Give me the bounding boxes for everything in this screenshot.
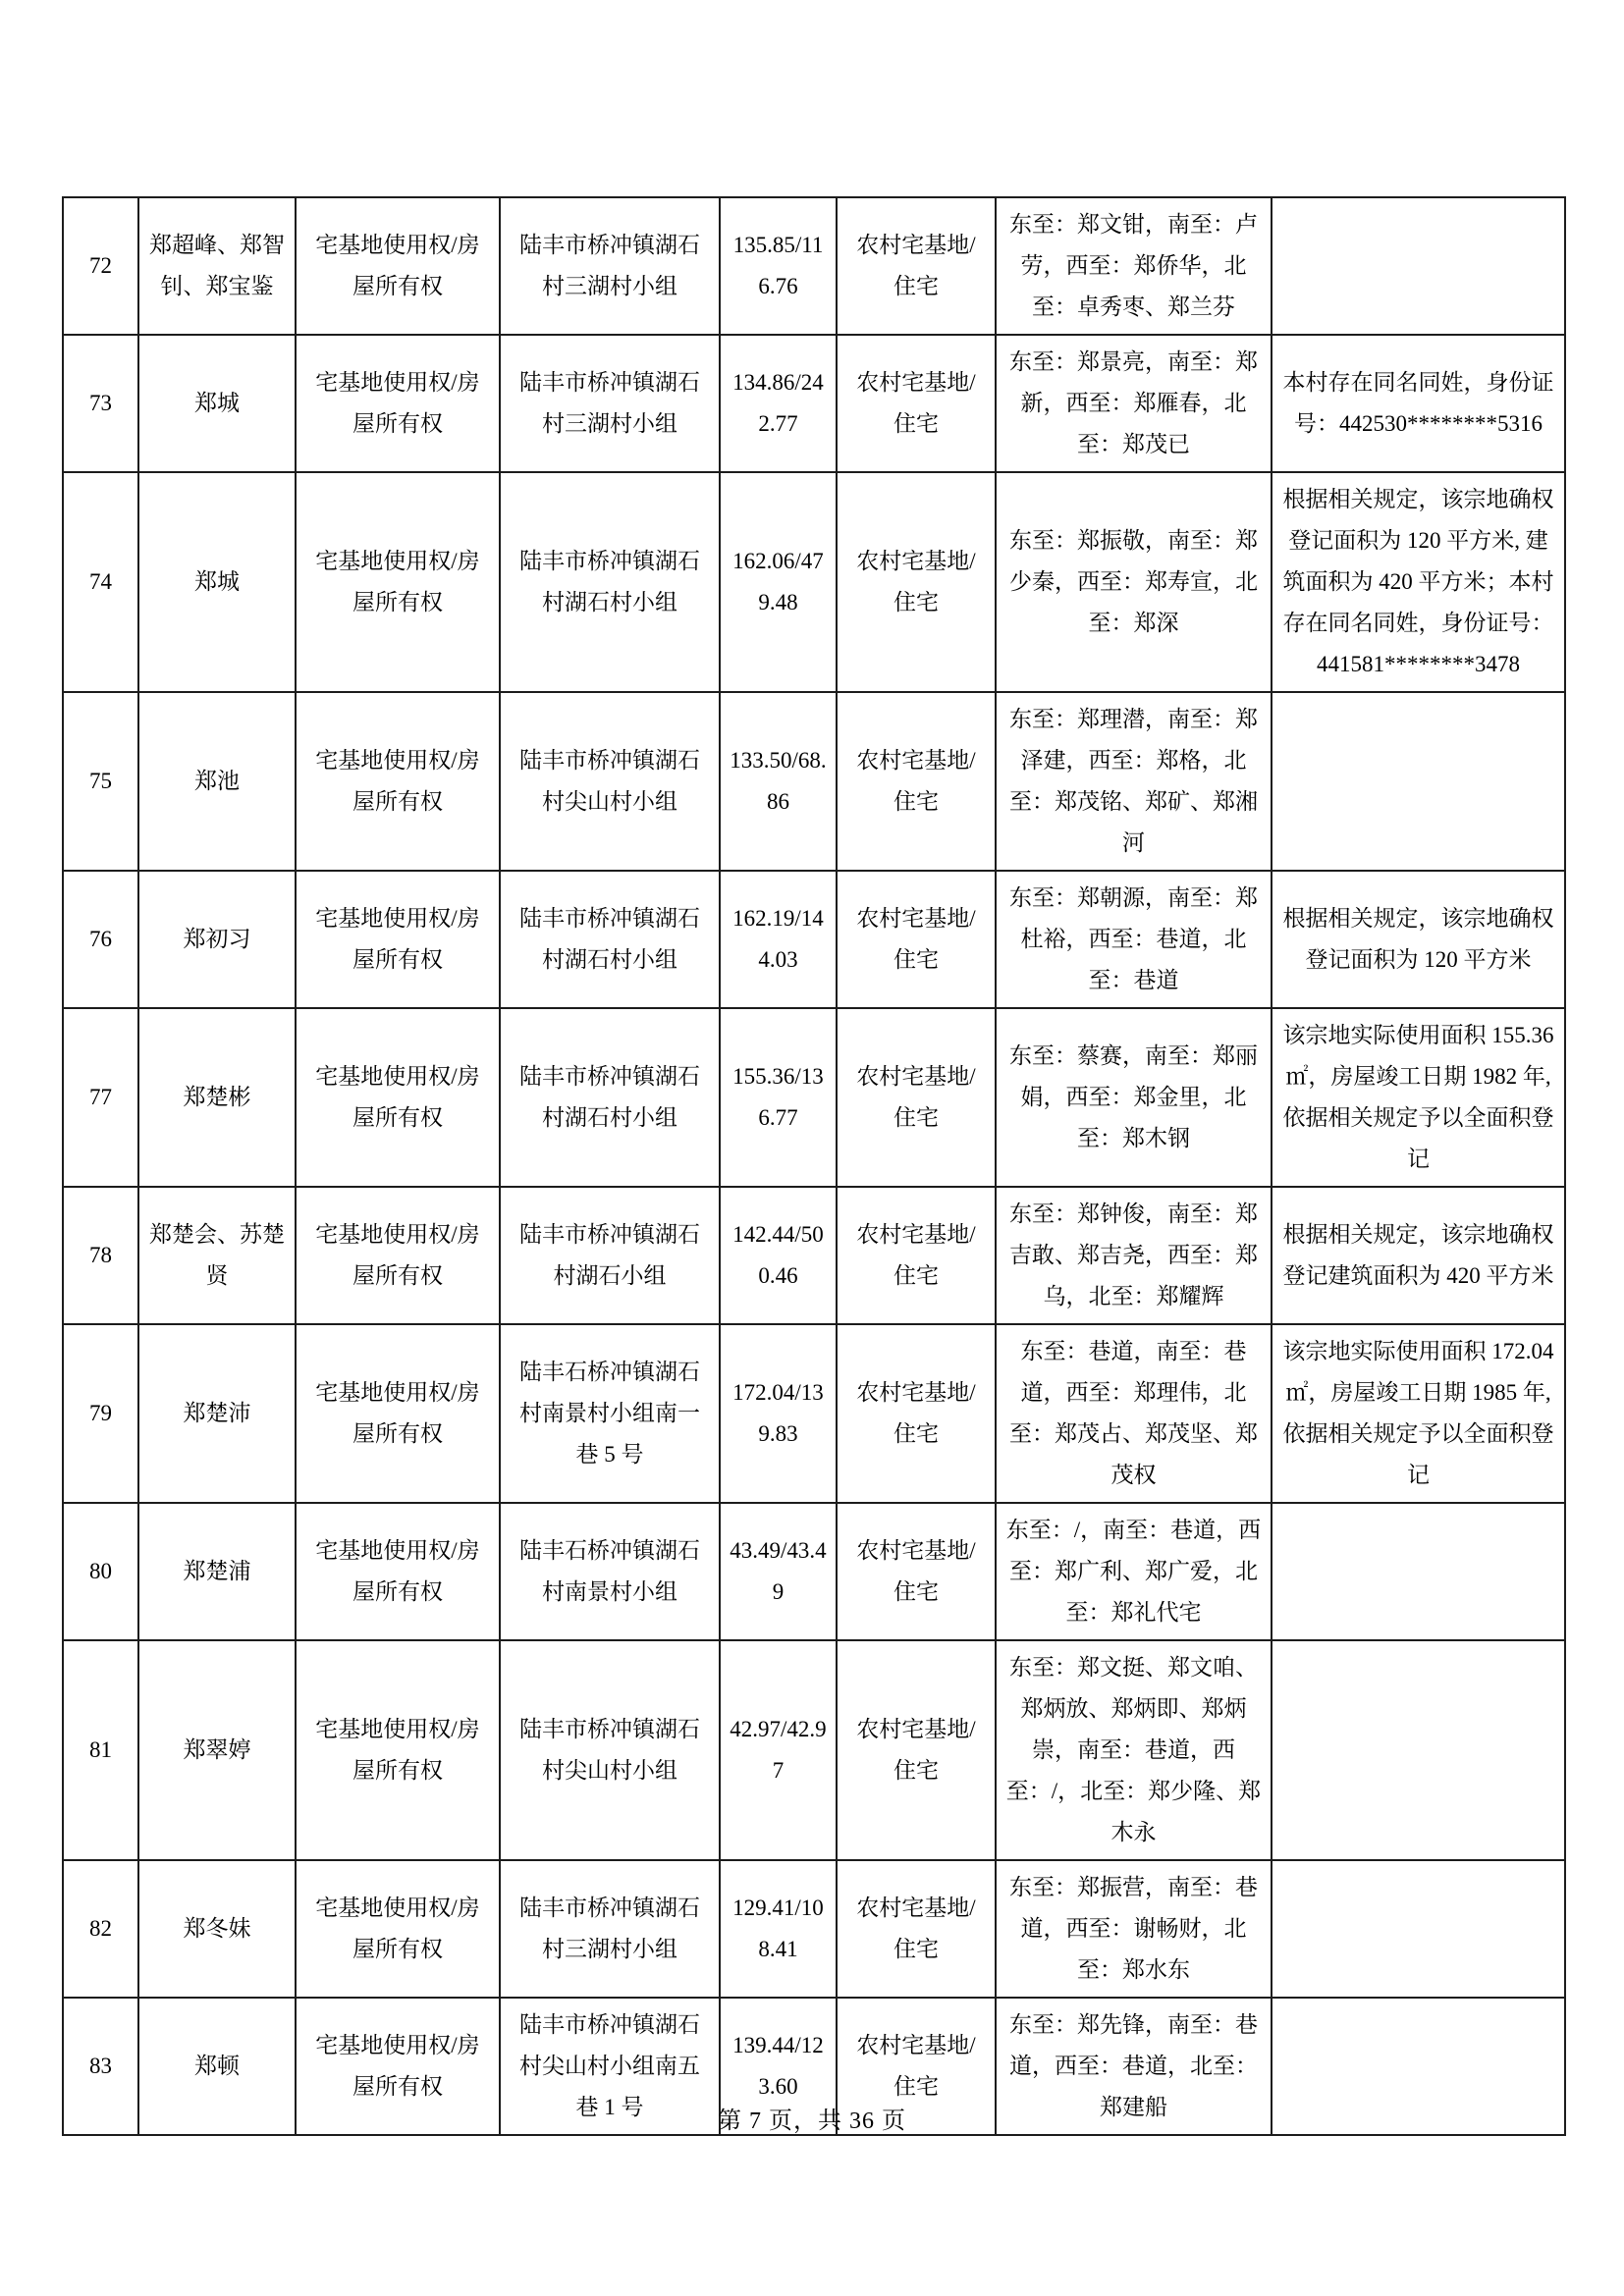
cell-boundaries: 东至：郑理潜，南至：郑泽建，西至：郑格，北至：郑茂铭、郑矿、郑湘河: [996, 692, 1272, 871]
cell-no: 80: [63, 1503, 138, 1640]
cell-usage: 农村宅基地/住宅: [837, 1860, 996, 1998]
cell-no: 74: [63, 472, 138, 692]
cell-no: 76: [63, 871, 138, 1008]
cell-no: 75: [63, 692, 138, 871]
cell-usage: 农村宅基地/住宅: [837, 197, 996, 335]
cell-boundaries: 东至：郑振敬，南至：郑少秦，西至：郑寿宣，北至：郑深: [996, 472, 1272, 692]
cell-right_type: 宅基地使用权/房屋所有权: [296, 197, 500, 335]
table-row: [63, 692, 1565, 871]
cell-area: 134.86/242.77: [720, 335, 837, 472]
cell-remark: [1272, 1503, 1565, 1640]
cell-right_type: 宅基地使用权/房屋所有权: [296, 1640, 500, 1860]
cell-area: 129.41/108.41: [720, 1860, 837, 1998]
cell-right_type: 宅基地使用权/房屋所有权: [296, 1008, 500, 1187]
cell-no: 79: [63, 1324, 138, 1503]
cell-boundaries: 东至：/，南至：巷道，西至：郑广利、郑广爱，北至：郑礼代宅: [996, 1503, 1272, 1640]
cell-usage: 农村宅基地/住宅: [837, 871, 996, 1008]
table-row: [63, 472, 1565, 692]
cell-owner: 郑冬妹: [138, 1860, 296, 1998]
cell-usage: 农村宅基地/住宅: [837, 1640, 996, 1860]
cell-area: 42.97/42.97: [720, 1640, 837, 1860]
cell-location: 陆丰市桥冲镇湖石村湖石村小组: [500, 472, 720, 692]
cell-usage: 农村宅基地/住宅: [837, 472, 996, 692]
cell-area: 139.44/123.60: [720, 1998, 837, 2135]
cell-location: 陆丰市桥冲镇湖石村三湖村小组: [500, 197, 720, 335]
cell-remark: 该宗地实际使用面积 155.36㎡，房屋竣工日期 1982 年, 依据相关规定予以全面积登记: [1272, 1008, 1565, 1187]
cell-remark: [1272, 197, 1565, 335]
cell-location: 陆丰市桥冲镇湖石村尖山村小组南五巷 1 号: [500, 1998, 720, 2135]
cell-remark: 该宗地实际使用面积 172.04㎡，房屋竣工日期 1985 年, 依据相关规定予以全面积登记: [1272, 1324, 1565, 1503]
table-row: [63, 871, 1565, 1008]
cell-remark: [1272, 1860, 1565, 1998]
cell-owner: 郑楚会、苏楚贤: [138, 1187, 296, 1324]
cell-usage: 农村宅基地/住宅: [837, 1008, 996, 1187]
cell-location: 陆丰市桥冲镇湖石村湖石小组: [500, 1187, 720, 1324]
cell-no: 73: [63, 335, 138, 472]
cell-remark: 根据相关规定，该宗地确权登记建筑面积为 420 平方米: [1272, 1187, 1565, 1324]
cell-location: 陆丰石桥冲镇湖石村南景村小组南一巷 5 号: [500, 1324, 720, 1503]
cell-no: 83: [63, 1998, 138, 2135]
cell-usage: 农村宅基地/住宅: [837, 335, 996, 472]
cell-owner: 郑初习: [138, 871, 296, 1008]
cell-right_type: 宅基地使用权/房屋所有权: [296, 335, 500, 472]
cell-owner: 郑城: [138, 472, 296, 692]
cell-location: 陆丰市桥冲镇湖石村湖石村小组: [500, 871, 720, 1008]
cell-usage: 农村宅基地/住宅: [837, 1324, 996, 1503]
cell-remark: [1272, 1640, 1565, 1860]
cell-area: 172.04/139.83: [720, 1324, 837, 1503]
cell-right_type: 宅基地使用权/房屋所有权: [296, 1324, 500, 1503]
cell-right_type: 宅基地使用权/房屋所有权: [296, 692, 500, 871]
cell-no: 72: [63, 197, 138, 335]
cell-right_type: 宅基地使用权/房屋所有权: [296, 871, 500, 1008]
cell-no: 77: [63, 1008, 138, 1187]
cell-remark: 本村存在同名同姓，身份证号：442530********5316: [1272, 335, 1565, 472]
cell-area: 133.50/68.86: [720, 692, 837, 871]
cell-usage: 农村宅基地/住宅: [837, 692, 996, 871]
cell-area: 43.49/43.49: [720, 1503, 837, 1640]
cell-boundaries: 东至：郑振营，南至：巷道，西至：谢畅财，北至：郑水东: [996, 1860, 1272, 1998]
cell-owner: 郑池: [138, 692, 296, 871]
cell-usage: 农村宅基地/住宅: [837, 1187, 996, 1324]
cell-boundaries: 东至：郑文钳，南至：卢劳，西至：郑侨华，北至：卓秀枣、郑兰芬: [996, 197, 1272, 335]
table-row: [63, 1503, 1565, 1640]
cell-area: 142.44/500.46: [720, 1187, 837, 1324]
cell-location: 陆丰市桥冲镇湖石村尖山村小组: [500, 1640, 720, 1860]
cell-remark: 根据相关规定，该宗地确权登记面积为 120 平方米: [1272, 871, 1565, 1008]
table-row: [63, 335, 1565, 472]
cell-owner: 郑楚彬: [138, 1008, 296, 1187]
cell-location: 陆丰市桥冲镇湖石村湖石村小组: [500, 1008, 720, 1187]
table-row: [63, 197, 1565, 335]
cell-boundaries: 东至：郑景亮，南至：郑新，西至：郑雁春，北至：郑茂已: [996, 335, 1272, 472]
cell-right_type: 宅基地使用权/房屋所有权: [296, 1998, 500, 2135]
table-body: [63, 197, 1565, 2135]
cell-owner: 郑楚浦: [138, 1503, 296, 1640]
cell-area: 162.19/144.03: [720, 871, 837, 1008]
cell-right_type: 宅基地使用权/房屋所有权: [296, 1187, 500, 1324]
cell-right_type: 宅基地使用权/房屋所有权: [296, 472, 500, 692]
table-row: [63, 1860, 1565, 1998]
cell-usage: 农村宅基地/住宅: [837, 1998, 996, 2135]
cell-owner: 郑超峰、郑智钊、郑宝鉴: [138, 197, 296, 335]
cell-location: 陆丰市桥冲镇湖石村三湖村小组: [500, 1860, 720, 1998]
table-row: [63, 1008, 1565, 1187]
cell-boundaries: 东至：郑先锋，南至：巷道，西至：巷道，北至：郑建船: [996, 1998, 1272, 2135]
cell-owner: 郑顿: [138, 1998, 296, 2135]
cell-right_type: 宅基地使用权/房屋所有权: [296, 1860, 500, 1998]
cell-area: 155.36/136.77: [720, 1008, 837, 1187]
cell-area: 135.85/116.76: [720, 197, 837, 335]
cell-owner: 郑翠婷: [138, 1640, 296, 1860]
land-registration-table: [62, 196, 1566, 2136]
cell-owner: 郑城: [138, 335, 296, 472]
cell-right_type: 宅基地使用权/房屋所有权: [296, 1503, 500, 1640]
cell-no: 81: [63, 1640, 138, 1860]
cell-remark: [1272, 692, 1565, 871]
cell-boundaries: 东至：蔡赛，南至：郑丽娟，西至：郑金里，北至：郑木钢: [996, 1008, 1272, 1187]
cell-location: 陆丰石桥冲镇湖石村南景村小组: [500, 1503, 720, 1640]
cell-no: 78: [63, 1187, 138, 1324]
cell-boundaries: 东至：郑文挺、郑文咱、郑炳放、郑炳即、郑炳崇，南至：巷道，西至：/，北至：郑少隆、郑木永: [996, 1640, 1272, 1860]
cell-boundaries: 东至：巷道，南至：巷道，西至：郑理伟，北至：郑茂占、郑茂坚、郑茂权: [996, 1324, 1272, 1503]
table-row: [63, 1324, 1565, 1503]
cell-usage: 农村宅基地/住宅: [837, 1503, 996, 1640]
cell-remark: 根据相关规定，该宗地确权登记面积为 120 平方米, 建筑面积为 420 平方米；本村存在同名同姓，身份证号： 441581********3478: [1272, 472, 1565, 692]
page-number-footer: 第 7 页，共 36 页: [718, 2109, 906, 2134]
cell-boundaries: 东至：郑钟俊，南至：郑吉敢、郑吉尧，西至：郑乌，北至：郑耀辉: [996, 1187, 1272, 1324]
cell-boundaries: 东至：郑朝源，南至：郑杜裕，西至：巷道，北至：巷道: [996, 871, 1272, 1008]
cell-area: 162.06/479.48: [720, 472, 837, 692]
table-row: [63, 1640, 1565, 1860]
table-row: [63, 1187, 1565, 1324]
cell-owner: 郑楚沛: [138, 1324, 296, 1503]
cell-location: 陆丰市桥冲镇湖石村三湖村小组: [500, 335, 720, 472]
cell-location: 陆丰市桥冲镇湖石村尖山村小组: [500, 692, 720, 871]
cell-no: 82: [63, 1860, 138, 1998]
